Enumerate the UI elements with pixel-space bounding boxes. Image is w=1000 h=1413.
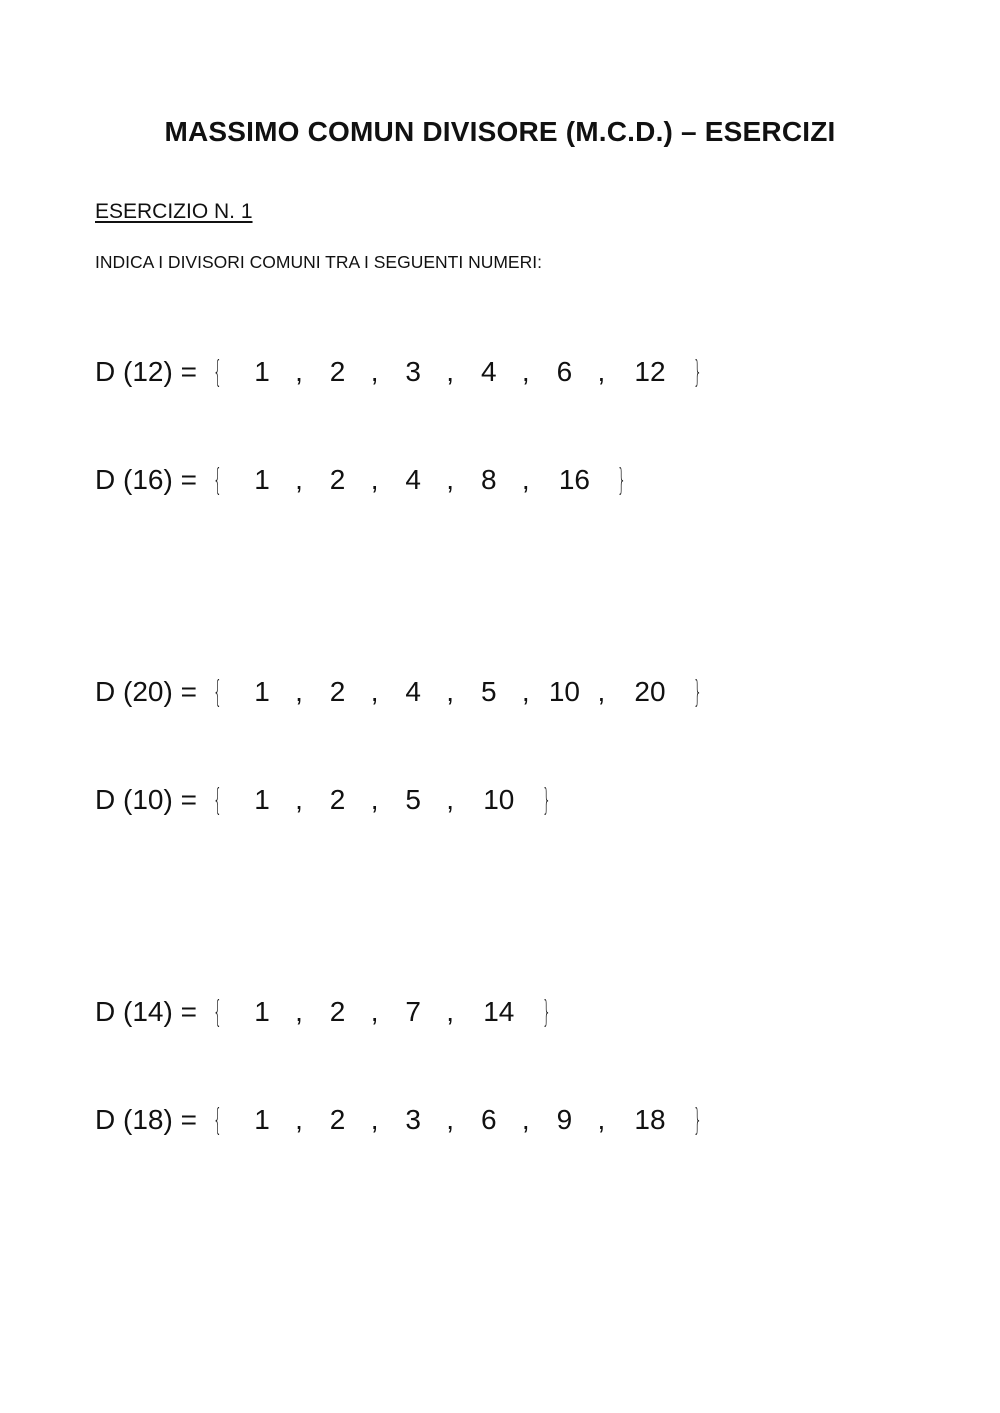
separator-comma: , (295, 996, 303, 1027)
close-brace: } (693, 1103, 702, 1138)
divisor-value: 8 (481, 464, 497, 495)
close-brace: } (617, 463, 627, 498)
divisor-value: 12 (634, 356, 666, 387)
divisor-value: 2 (329, 676, 346, 707)
page-title: MASSIMO COMUN DIVISORE (M.C.D.) – ESERCIZI (164, 116, 836, 147)
instruction-text: INDICA I DIVISORI COMUNI TRA I SEGUENTI NUMERI: (95, 252, 542, 272)
divisor-value: 2 (329, 1104, 346, 1135)
divisor-value: 6 (556, 356, 573, 387)
separator-comma: , (295, 464, 303, 495)
divisor-value: 1 (254, 676, 270, 707)
divisor-value: 1 (254, 996, 270, 1027)
divisor-set-label: D (10) = (95, 784, 197, 815)
open-brace: { (213, 1103, 222, 1138)
open-brace: { (213, 463, 222, 498)
divisor-value: 6 (481, 1104, 497, 1135)
separator-comma: , (370, 996, 379, 1027)
separator-comma: , (295, 784, 303, 815)
divisor-value: 1 (254, 784, 270, 815)
open-brace: { (213, 675, 222, 710)
divisor-set-label: D (16) = (95, 464, 197, 495)
separator-comma: , (597, 676, 606, 707)
separator-comma: , (295, 356, 303, 387)
divisor-row (95, 1104, 895, 1144)
divisor-value: 1 (254, 356, 270, 387)
exercise-heading: ESERCIZIO N. 1 (95, 200, 253, 223)
divisor-value: 9 (556, 1104, 573, 1135)
divisor-value: 3 (405, 356, 421, 387)
close-brace: } (542, 995, 551, 1030)
separator-comma: , (446, 464, 455, 495)
divisor-value: 4 (405, 676, 421, 707)
divisor-value: 4 (405, 464, 421, 495)
separator-comma: , (446, 1104, 455, 1135)
separator-comma: , (446, 996, 455, 1027)
separator-comma: , (597, 356, 606, 387)
divisor-value: 2 (329, 464, 346, 495)
separator-comma: , (295, 676, 303, 707)
divisor-set-label: D (14) = (95, 996, 197, 1027)
divisor-row (95, 356, 895, 396)
divisor-value: 10 (548, 676, 580, 707)
divisor-row (95, 996, 895, 1036)
divisor-set-label: D (18) = (95, 1104, 197, 1135)
separator-comma: , (446, 676, 455, 707)
separator-comma: , (370, 356, 379, 387)
divisor-row (95, 676, 895, 716)
separator-comma: , (370, 1104, 379, 1135)
separator-comma: , (295, 1104, 303, 1135)
separator-comma: , (521, 1104, 530, 1135)
separator-comma: , (446, 784, 455, 815)
divisor-value: 3 (405, 1104, 421, 1135)
close-brace: } (542, 783, 551, 818)
separator-comma: , (370, 676, 379, 707)
separator-comma: , (370, 464, 379, 495)
divisor-value: 5 (405, 784, 421, 815)
divisor-value: 5 (481, 676, 497, 707)
separator-comma: , (597, 1104, 606, 1135)
divisor-set-label: D (12) = (95, 356, 197, 387)
separator-comma: , (521, 464, 530, 495)
separator-comma: , (521, 676, 530, 707)
divisor-value: 18 (634, 1104, 666, 1135)
divisor-value: 1 (254, 1104, 270, 1135)
open-brace: { (213, 355, 222, 390)
divisor-set-label: D (20) = (95, 676, 197, 707)
separator-comma: , (446, 356, 455, 387)
separator-comma: , (521, 356, 530, 387)
divisor-value: 1 (254, 464, 270, 495)
close-brace: } (693, 675, 702, 710)
divisor-value: 16 (558, 464, 590, 495)
divisor-value: 2 (329, 356, 346, 387)
open-brace: { (213, 783, 222, 818)
separator-comma: , (370, 784, 379, 815)
divisor-value: 20 (634, 676, 666, 707)
divisor-value: 10 (483, 784, 515, 815)
divisor-value: 2 (329, 784, 346, 815)
open-brace: { (213, 995, 222, 1030)
divisor-value: 4 (481, 356, 497, 387)
close-brace: } (693, 355, 702, 390)
divisor-value: 7 (405, 996, 421, 1027)
divisor-row (95, 464, 895, 504)
divisor-value: 2 (329, 996, 346, 1027)
divisor-row (95, 784, 895, 824)
divisor-value: 14 (483, 996, 515, 1027)
